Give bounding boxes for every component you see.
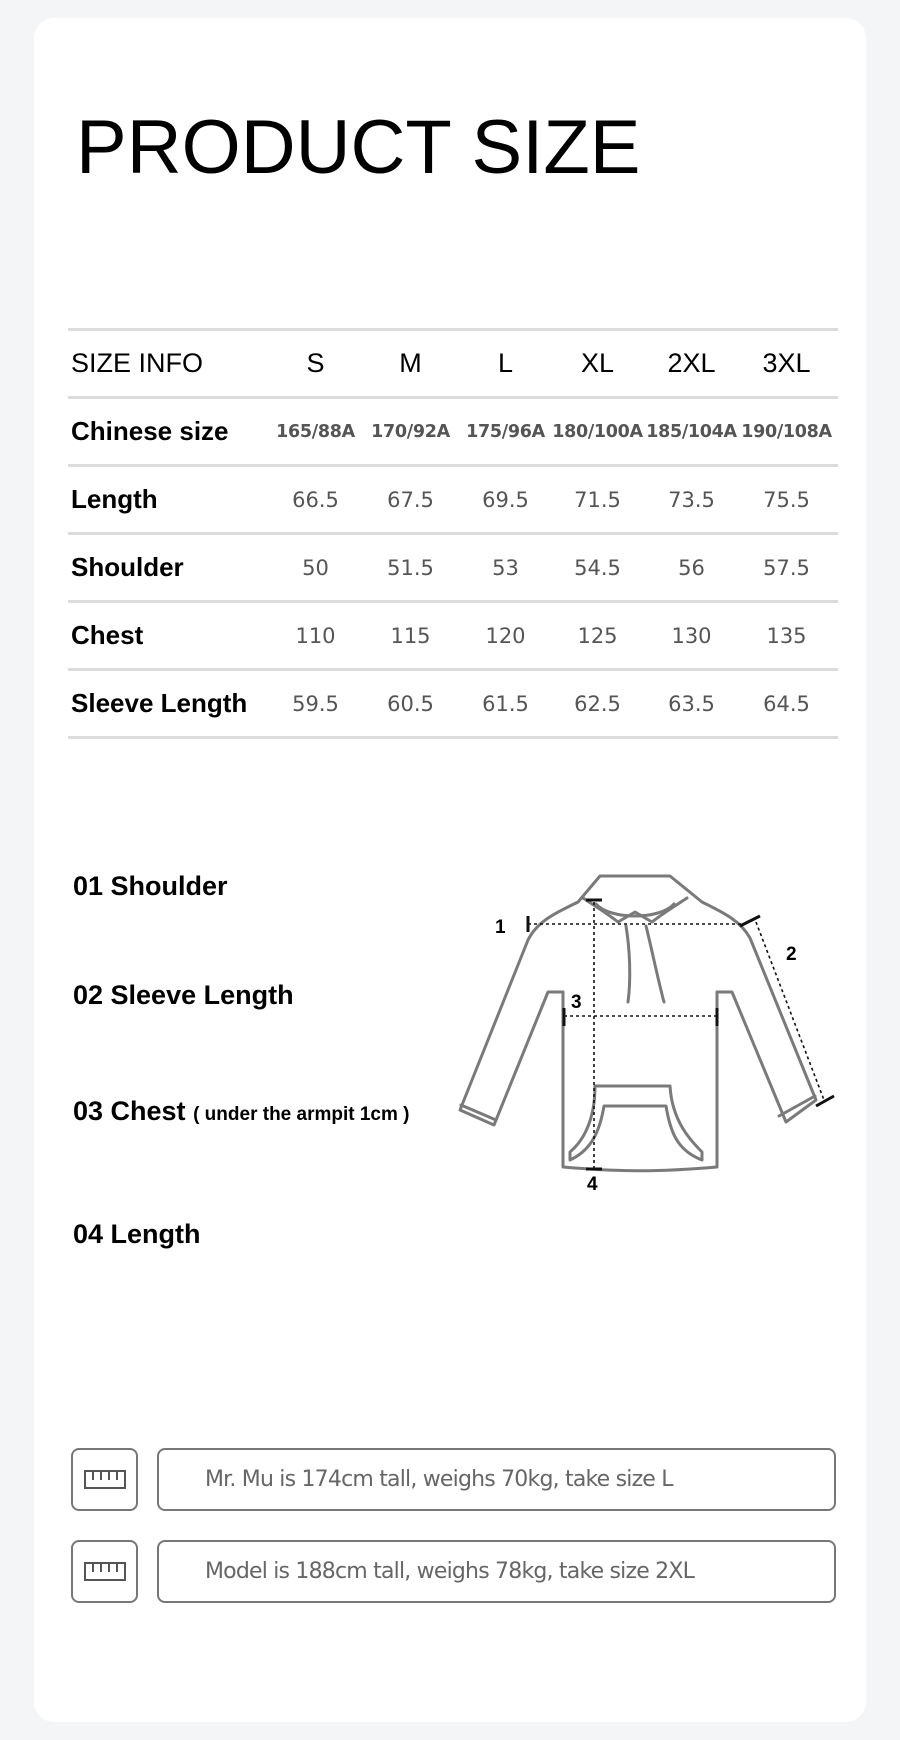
table-cell: 73.5	[668, 487, 715, 512]
table-cell: 165/88A	[276, 421, 355, 442]
table-cell: 62.5	[574, 691, 621, 716]
table-cell: 120	[485, 623, 526, 648]
row-label: Chinese size	[71, 416, 229, 446]
table-cell: 54.5	[574, 555, 621, 580]
measure-label-chest	[73, 1096, 410, 1127]
table-cell: 115	[390, 623, 431, 648]
row-label: Shoulder	[71, 552, 184, 582]
table-cell: 61.5	[482, 691, 529, 716]
table-row	[68, 467, 838, 535]
size-header-xl: XL	[580, 348, 615, 378]
ruler-icon	[71, 1540, 138, 1603]
model-note-text: Mr. Mu is 174cm tall, weighs 70kg, take size L	[157, 1448, 836, 1511]
table-cell: 69.5	[482, 487, 529, 512]
table-cell: 71.5	[574, 487, 621, 512]
table-cell: 56	[678, 555, 705, 580]
row-label: Length	[71, 484, 158, 514]
size-header-2xl: 2XL	[667, 348, 716, 378]
size-header-3xl: 3XL	[762, 348, 811, 378]
table-row	[68, 671, 838, 739]
marker-1: 1	[495, 917, 506, 938]
table-row	[68, 535, 838, 603]
table-cell: 135	[766, 623, 807, 648]
measure-label-shoulder: 01 Shoulder	[73, 871, 228, 901]
measure-label-chest-text: 03 Chest	[73, 1096, 186, 1126]
marker-3: 3	[571, 992, 582, 1013]
table-cell: 59.5	[292, 691, 339, 716]
table-cell: 125	[577, 623, 618, 648]
measure-label-sleeve-length: 02 Sleeve Length	[73, 980, 294, 1010]
size-header-m: M	[399, 348, 422, 378]
row-label: Chest	[71, 620, 144, 650]
ruler-icon-svg	[84, 1562, 126, 1582]
sleeve-tick-end	[816, 1096, 834, 1106]
size-header-s: S	[306, 348, 325, 378]
hood-line	[583, 898, 687, 922]
table-cell: 190/108A	[741, 421, 832, 442]
table-cell: 50	[302, 555, 329, 580]
marker-2: 2	[786, 944, 797, 965]
table-cell: 53	[492, 555, 519, 580]
size-table	[68, 328, 838, 739]
table-cell: 51.5	[387, 555, 434, 580]
table-header-row	[68, 331, 838, 399]
hoodie-diagram	[440, 860, 850, 1200]
table-cell: 185/104A	[646, 421, 737, 442]
table-cell: 60.5	[387, 691, 434, 716]
page-title: PRODUCT SIZE	[76, 105, 641, 190]
table-cell: 75.5	[763, 487, 810, 512]
size-header-l: L	[497, 348, 514, 378]
model-note-row	[71, 1540, 836, 1607]
table-row	[68, 399, 838, 467]
marker-4: 4	[587, 1174, 598, 1195]
hoodie-outline	[460, 876, 816, 1171]
table-cell: 170/92A	[371, 421, 450, 442]
table-cell: 64.5	[763, 691, 810, 716]
table-cell: 175/96A	[466, 421, 545, 442]
drawstring-left	[626, 926, 630, 1002]
model-note-row	[71, 1448, 836, 1515]
header-label: SIZE INFO	[71, 348, 204, 378]
ruler-icon	[71, 1448, 138, 1511]
table-cell: 110	[295, 623, 336, 648]
table-cell: 66.5	[292, 487, 339, 512]
table-cell: 130	[671, 623, 712, 648]
table-cell: 57.5	[763, 555, 810, 580]
measure-label-length: 04 Length	[73, 1219, 201, 1249]
ruler-icon-svg	[84, 1470, 126, 1490]
table-cell: 63.5	[668, 691, 715, 716]
kangaroo-pocket	[570, 1086, 702, 1160]
table-cell: 180/100A	[552, 421, 643, 442]
model-note-text: Model is 188cm tall, weighs 78kg, take size 2XL	[157, 1540, 836, 1603]
row-label: Sleeve Length	[71, 688, 248, 718]
drawstring-right	[646, 926, 664, 1002]
table-row	[68, 603, 838, 671]
measure-label-chest-note: ( under the armpit 1cm )	[193, 1104, 410, 1125]
table-cell: 67.5	[387, 487, 434, 512]
